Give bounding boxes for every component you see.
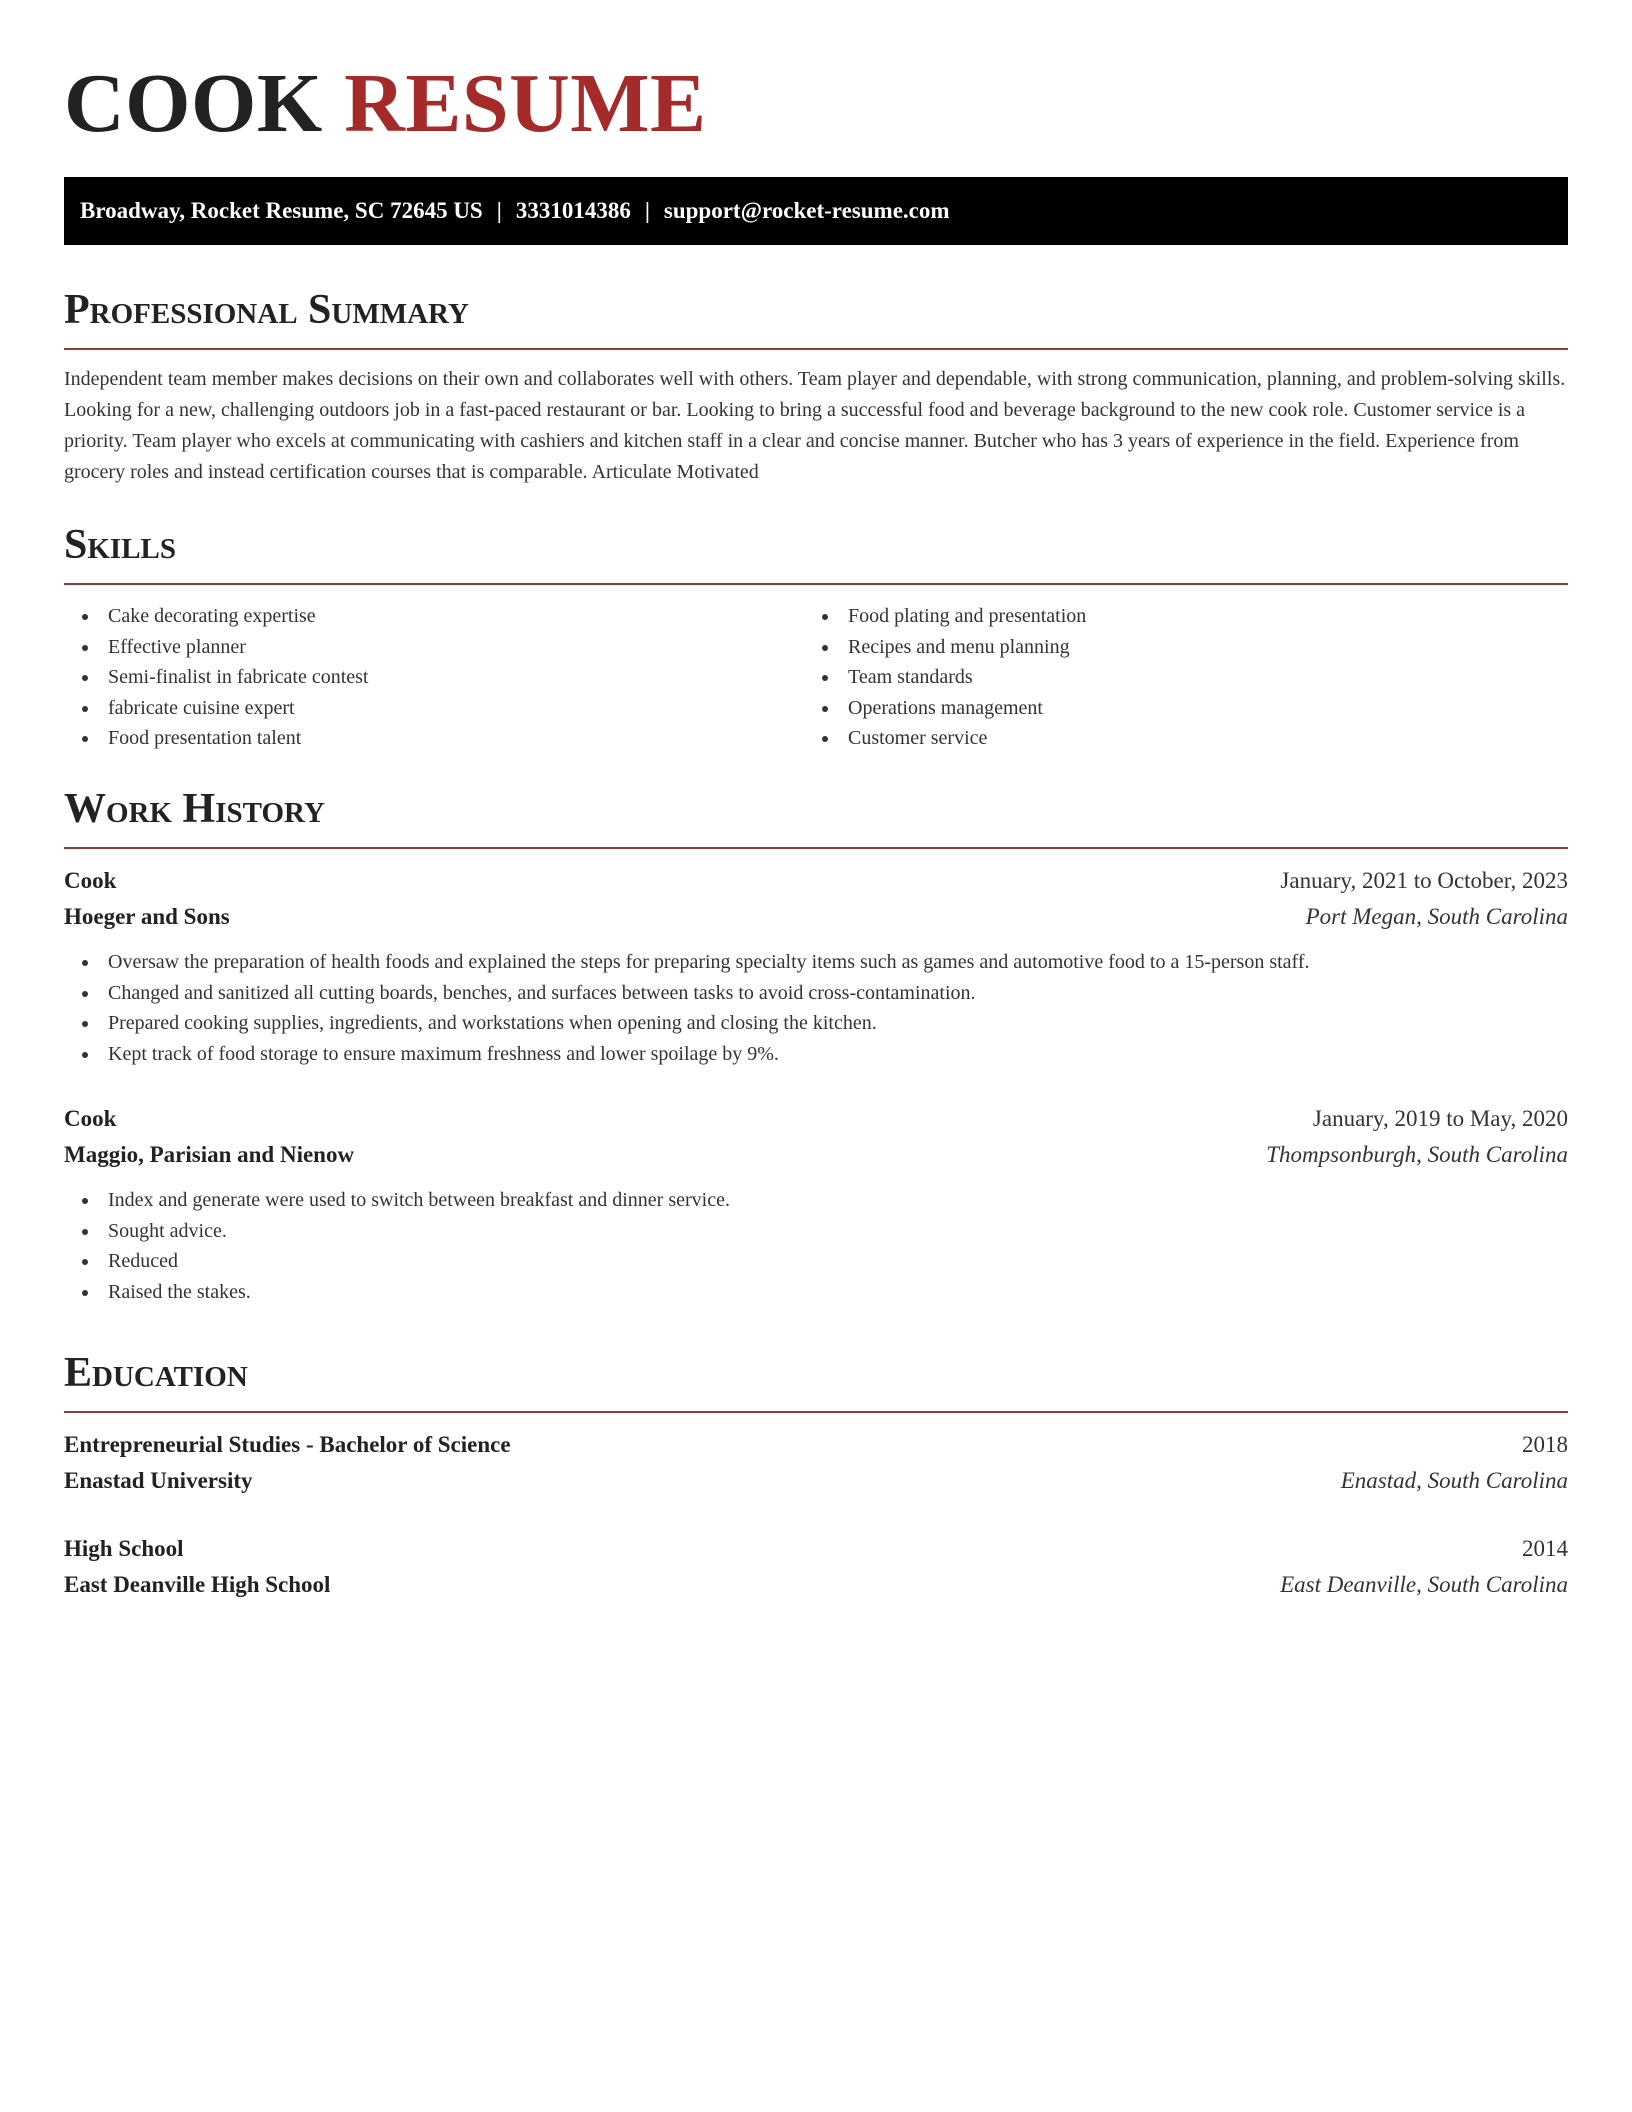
job-duties-list xyxy=(64,947,1568,1069)
skills-list-right xyxy=(804,601,1544,754)
job-duty: Sought advice. xyxy=(64,1216,1568,1247)
job-title: Cook xyxy=(64,868,117,893)
skill-item: Cake decorating expertise xyxy=(64,601,804,632)
resume-title xyxy=(64,0,1568,152)
contact-email[interactable]: support@rocket-resume.com xyxy=(663,198,950,223)
job-title: Cook xyxy=(64,1106,117,1131)
skill-item: fabricate cuisine expert xyxy=(64,693,804,724)
section-divider xyxy=(64,583,1568,585)
job-company: Maggio, Parisian and Nienow xyxy=(64,1142,355,1167)
education-school: Enastad University xyxy=(64,1468,253,1493)
education-year: 2014 xyxy=(1522,1536,1568,1561)
work-history-section xyxy=(64,785,1568,1307)
job-duties-list xyxy=(64,1185,1568,1307)
title-first-word: COOK xyxy=(64,57,323,150)
section-heading-summary: Professional Summary xyxy=(64,287,469,333)
education-entry xyxy=(64,1427,1568,1499)
contact-phone: 3331014386 xyxy=(515,198,631,223)
section-divider xyxy=(64,348,1568,350)
education-location: Enastad, South Carolina xyxy=(1340,1468,1568,1493)
job-duty: Kept track of food storage to ensure maximum freshness and lower spoilage by 9%. xyxy=(64,1039,1568,1070)
education-section xyxy=(64,1349,1568,1603)
education-degree-row xyxy=(64,1427,1568,1463)
section-divider xyxy=(64,847,1568,849)
job-company-row xyxy=(64,1137,1568,1173)
job-duty: Changed and sanitized all cutting boards, benches, and surfaces between tasks to avoid cross-contamination. xyxy=(64,978,1568,1009)
education-school-row xyxy=(64,1463,1568,1499)
job-location: Port Megan, South Carolina xyxy=(1305,904,1568,929)
job-company-row xyxy=(64,899,1568,935)
skills-columns xyxy=(64,601,1568,754)
education-entry xyxy=(64,1531,1568,1603)
skill-item: Recipes and menu planning xyxy=(804,632,1544,663)
job-entry xyxy=(64,863,1568,1069)
education-location: East Deanville, South Carolina xyxy=(1280,1572,1568,1597)
contact-separator: | xyxy=(644,198,650,223)
contact-address: Broadway, Rocket Resume, SC 72645 US xyxy=(80,198,483,223)
education-degree: High School xyxy=(64,1536,184,1561)
job-duty: Raised the stakes. xyxy=(64,1277,1568,1308)
title-second-word: RESUME xyxy=(344,57,707,150)
job-duty: Prepared cooking supplies, ingredients, and workstations when opening and closing the kitchen. xyxy=(64,1008,1568,1039)
job-company: Hoeger and Sons xyxy=(64,904,230,929)
contact-bar xyxy=(64,177,1568,245)
skills-section xyxy=(64,521,1568,754)
section-heading-education: Education xyxy=(64,1350,248,1396)
job-entry xyxy=(64,1101,1568,1307)
section-heading-skills: Skills xyxy=(64,522,177,568)
section-heading-work: Work History xyxy=(64,786,325,832)
skill-item: Team standards xyxy=(804,662,1544,693)
professional-summary-section xyxy=(64,286,1568,488)
skill-item: Operations management xyxy=(804,693,1544,724)
skill-item: Food presentation talent xyxy=(64,723,804,754)
education-year: 2018 xyxy=(1522,1432,1568,1457)
job-dates: January, 2021 to October, 2023 xyxy=(1280,868,1568,893)
job-dates: January, 2019 to May, 2020 xyxy=(1312,1106,1568,1131)
section-divider xyxy=(64,1411,1568,1413)
skill-item: Food plating and presentation xyxy=(804,601,1544,632)
education-degree: Entrepreneurial Studies - Bachelor of Science xyxy=(64,1432,511,1457)
skills-list-left xyxy=(64,601,804,754)
education-school: East Deanville High School xyxy=(64,1572,331,1597)
education-degree-row xyxy=(64,1531,1568,1567)
skill-item: Effective planner xyxy=(64,632,804,663)
education-school-row xyxy=(64,1567,1568,1603)
contact-separator: | xyxy=(496,198,502,223)
job-duty: Oversaw the preparation of health foods and explained the steps for preparing specialty items such as games and automotive food to a 15-person staff. xyxy=(64,947,1568,978)
job-duty: Reduced xyxy=(64,1246,1568,1277)
job-location: Thompsonburgh, South Carolina xyxy=(1266,1142,1568,1167)
job-title-row xyxy=(64,1101,1568,1137)
job-duty: Index and generate were used to switch between breakfast and dinner service. xyxy=(64,1185,1568,1216)
skill-item: Semi-finalist in fabricate contest xyxy=(64,662,804,693)
skill-item: Customer service xyxy=(804,723,1544,754)
summary-text: Independent team member makes decisions on their own and collaborates well with others. Team player and dependable, with strong communication, planning, and problem-solving skills. Looking for a new, challenging outdoors job in a fast-paced restaurant or bar. Looking to bring a successful food and beverage background to the new cook role. Customer service is a priority. Team player who excels at communicating with cashiers and kitchen staff in a clear and concise manner. Butcher who has 3 years of experience in the field. Experience from grocery roles and instead certification courses that is comparable. Articulate Motivated xyxy=(64,368,1566,483)
job-title-row xyxy=(64,863,1568,899)
